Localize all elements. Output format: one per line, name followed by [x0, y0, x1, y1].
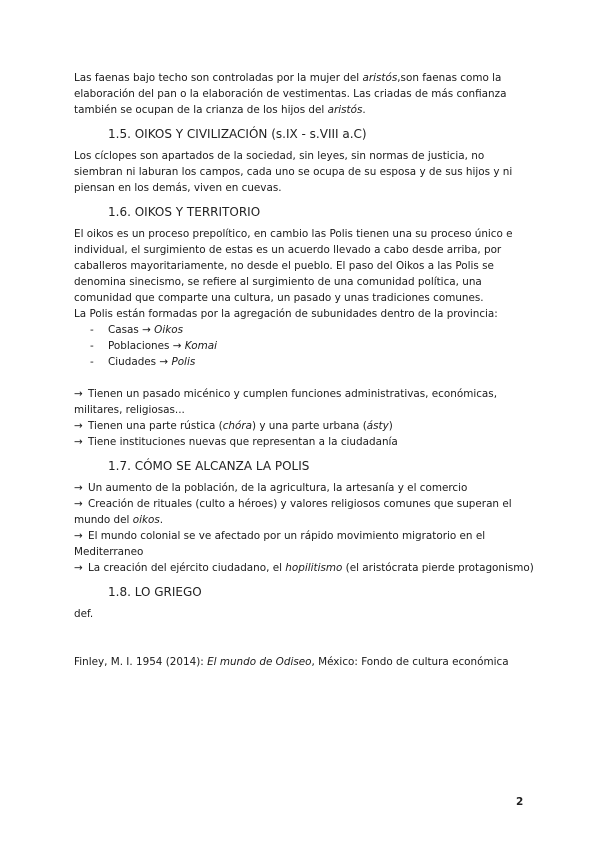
list-item-label: Ciudades	[108, 356, 157, 368]
arrow-point-text: ) y una parte urbana (	[251, 420, 367, 432]
arrow-point-text: Tienen una parte rústica (	[88, 420, 223, 432]
reference-title: El mundo de Odiseo	[207, 656, 312, 668]
arrow-point	[74, 560, 534, 576]
subunits-list	[74, 322, 534, 370]
section-heading-1-7: 1.7. CÓMO SE ALCANZA LA POLIS	[108, 459, 310, 473]
arrow-point-term: oikos	[132, 514, 160, 526]
arrow-icon: →	[74, 530, 83, 542]
dash-bullet: -	[90, 324, 94, 336]
section-1-6-paragraph: El oikos es un proceso prepolítico, en cambio las Polis tienen una su proceso único e individual, el surgimiento de estas es un acuerdo llevado a cabo desde arriba, por caballeros mayoritariamente, no desde el pueblo. El paso del Oikos a las Polis se denomina sinecismo, se refiere al surgimiento de una comunidad política, una comunidad que comparte una cultura, un pasado y unas tradiciones comunes.	[74, 228, 513, 304]
arrow-point-text: .	[159, 514, 164, 526]
arrow-point-text: Tienen un pasado micénico y cumplen funciones administrativas, económicas, militares, religiosas...	[74, 388, 497, 416]
list-item-term: Polis	[171, 356, 196, 368]
arrow-icon: →	[74, 388, 83, 400]
list-item-label: Casas	[108, 324, 139, 336]
arrow-point-text: Tiene instituciones nuevas que representan a la ciudadanía	[88, 436, 398, 448]
bibliography-reference	[74, 654, 534, 670]
arrow-icon: →	[74, 420, 83, 432]
dash-bullet: -	[90, 356, 94, 368]
intro-paragraph	[74, 70, 534, 118]
arrow-point-text: La creación del ejército ciudadano, el	[88, 562, 286, 574]
arrow-point-text: El mundo colonial se ve afectado por un rápido movimiento migratorio en el Mediterraneo	[74, 530, 486, 558]
intro-text-3: .	[362, 104, 366, 116]
page-number: 2	[516, 796, 524, 808]
list-item-label: Poblaciones	[108, 340, 170, 352]
page-content	[74, 70, 534, 670]
arrow-icon: →	[74, 482, 83, 494]
arrow-icon: →	[74, 436, 83, 448]
intro-text-1: Las faenas bajo techo son controladas por la mujer del	[74, 72, 363, 84]
arrow-point	[74, 418, 534, 434]
arrow-icon: →	[172, 340, 182, 352]
intro-text-2: ,son faenas como la elaboración del pan o la elaboración de vestimentas. Las criadas de más confianza también se ocupan de la crianza de los hijos del	[74, 72, 507, 116]
arrow-point-text: (el aristócrata pierde protagonismo)	[342, 562, 534, 574]
arrow-point-term: hopilitismo	[285, 562, 343, 574]
reference-author: Finley, M. I. 1954 (2014):	[74, 656, 208, 668]
arrow-point	[74, 386, 534, 418]
arrow-point-term: chóra	[222, 420, 252, 432]
intro-term-1: aristós	[362, 72, 398, 84]
arrow-icon: →	[159, 356, 169, 368]
arrow-point	[74, 496, 534, 528]
arrow-icon: →	[74, 562, 83, 574]
arrow-icon: →	[74, 498, 83, 510]
list-item	[74, 354, 534, 370]
arrow-point	[74, 528, 534, 560]
section-1-8-paragraph: def.	[74, 608, 94, 620]
list-item	[74, 322, 534, 338]
list-item-term: Oikos	[154, 324, 184, 336]
arrow-icon: →	[142, 324, 151, 336]
section-heading-1-8: 1.8. LO GRIEGO	[108, 585, 202, 599]
list-item-term: Komai	[184, 340, 217, 352]
arrow-point-text: Un aumento de la población, de la agricultura, la artesanía y el comercio	[88, 482, 468, 494]
dash-bullet: -	[90, 340, 94, 352]
section-1-6-paragraph-2: La Polis están formadas por la agregación de subunidades dentro de la provincia:	[74, 308, 498, 320]
section-1-5-paragraph: Los cíclopes son apartados de la sociedad, sin leyes, sin normas de justicia, no siembran ni laburan los campos, cada uno se ocupa de su esposa y de sus hijos y ni piensan en los demás, viven en cuevas.	[74, 150, 513, 194]
arrow-point	[74, 434, 534, 450]
arrow-point-text: )	[388, 420, 393, 432]
intro-term-2: aristós	[327, 104, 363, 116]
section-heading-1-5: 1.5. OIKOS Y CIVILIZACIÓN (s.IX - s.VIII a.C)	[108, 127, 367, 141]
arrow-point-term: ásty	[366, 420, 389, 432]
section-heading-1-6: 1.6. OIKOS Y TERRITORIO	[108, 205, 261, 219]
reference-publisher: , México: Fondo de cultura económica	[311, 656, 509, 668]
spacer	[74, 622, 534, 654]
arrow-point	[74, 480, 534, 496]
spacer	[74, 370, 534, 386]
arrow-point-text: Creación de rituales (culto a héroes) y valores religiosos comunes que superan el mundo del	[74, 498, 512, 526]
list-item	[74, 338, 534, 354]
